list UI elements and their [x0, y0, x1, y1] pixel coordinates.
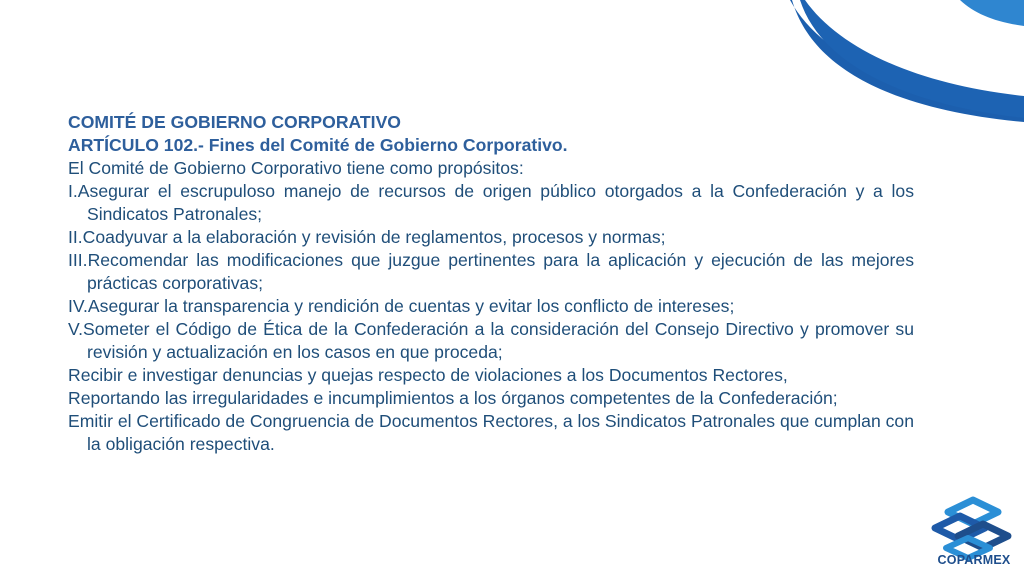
- list-item: [68, 249, 914, 295]
- list-item-text: Recomendar las modificaciones que juzgue pertinentes para la aplicación y ejecución de las mejores prácticas corporativas;: [87, 250, 914, 293]
- list-item-number: II.: [68, 227, 83, 247]
- list-item: [68, 318, 914, 364]
- committee-title: COMITÉ DE GOBIERNO CORPORATIVO: [68, 112, 401, 132]
- list-item-number: III.: [68, 250, 88, 270]
- list-item-number: IV.: [68, 296, 88, 316]
- list-item: [68, 410, 914, 456]
- intro-text: El Comité de Gobierno Corporativo tiene como propósitos:: [68, 158, 524, 178]
- list-item-text: Asegurar el escrupuloso manejo de recursos de origen público otorgados a la Confederación y a los Sindicatos Patronales;: [77, 181, 914, 224]
- list-item-number: V.: [68, 319, 84, 339]
- list-item-text: Coadyuvar a la elaboración y revisión de reglamentos, procesos y normas;: [82, 227, 666, 247]
- document-body: [68, 111, 914, 456]
- article-heading: ARTÍCULO 102.- Fines del Comité de Gobierno Corporativo.: [68, 135, 568, 155]
- list-item-text: Recibir e investigar denuncias y quejas respecto de violaciones a los Documentos Rectores,: [68, 365, 788, 385]
- list-item-text: Emitir el Certificado de Congruencia de Documentos Rectores, a los Sindicatos Patronales que cumplan con la obligación respectiva.: [68, 411, 914, 454]
- list-item: [68, 387, 914, 410]
- list-item-number: I.: [68, 181, 78, 201]
- list-item: [68, 364, 914, 387]
- coparmex-logo-text: COPARMEX: [937, 553, 1011, 567]
- list-item-text: Someter el Código de Ética de la Confederación a la consideración del Consejo Directivo y promover su revisión y actualización en los casos en que proceda;: [83, 319, 914, 362]
- list-item: [68, 180, 914, 226]
- list-item: [68, 226, 914, 249]
- list-item: [68, 295, 914, 318]
- list-item-text: Reportando las irregularidades e incumplimientos a los órganos competentes de la Confederación;: [68, 388, 838, 408]
- purposes-list: [68, 180, 914, 456]
- list-item-text: Asegurar la transparencia y rendición de cuentas y evitar los conflicto de intereses;: [87, 296, 735, 316]
